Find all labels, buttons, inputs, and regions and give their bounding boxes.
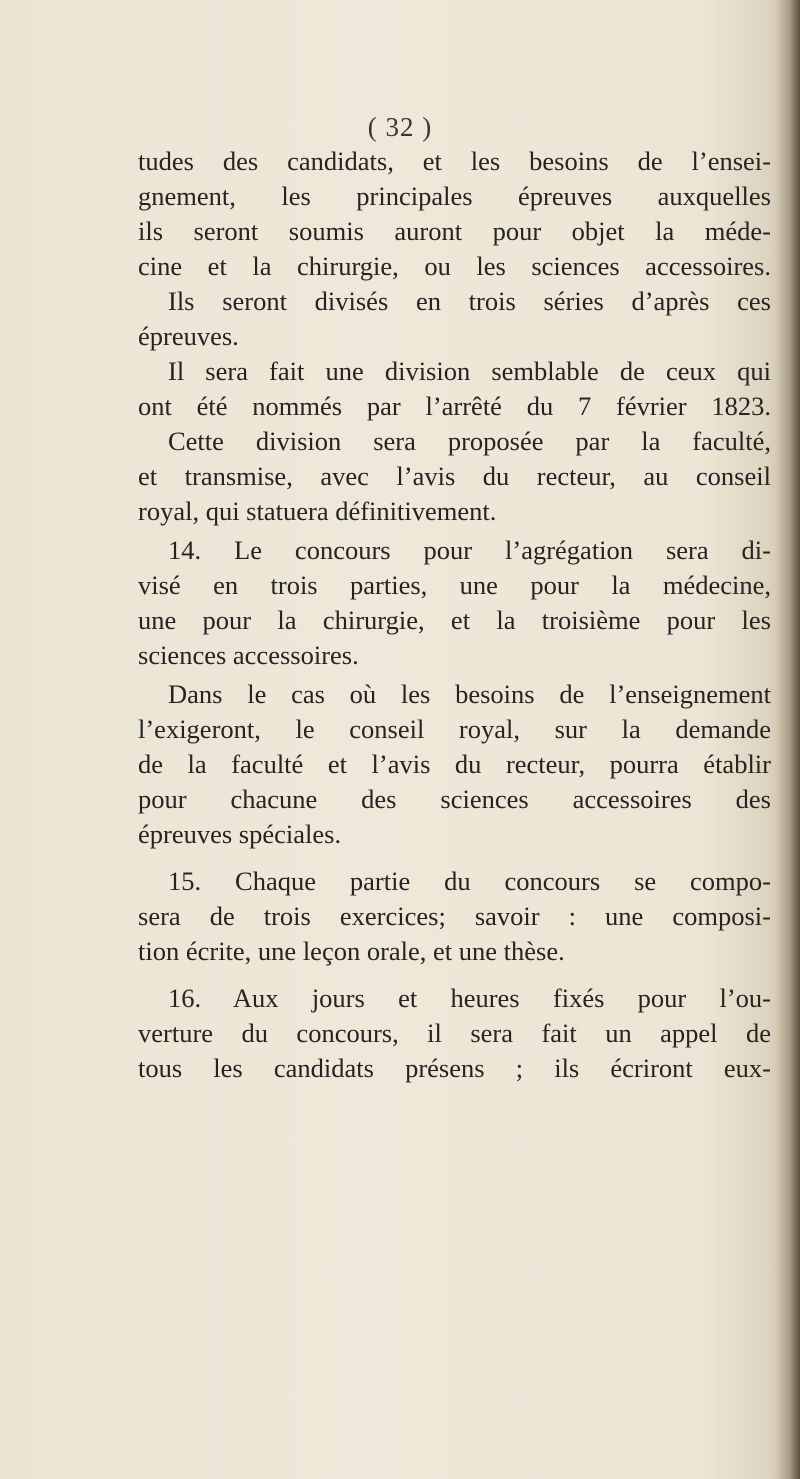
text-line: épreuves. xyxy=(138,321,239,351)
text-line: et transmise, avec l’avis du recteur, au conseil xyxy=(138,461,771,491)
text-line: 15. Chaque partie du concours se compo- xyxy=(168,866,771,896)
text-line: ils seront soumis auront pour objet la méde- xyxy=(138,216,771,246)
page-gutter-shadow xyxy=(776,0,800,1479)
text-line: une pour la chirurgie, et la troisième pour les xyxy=(138,605,771,635)
text-line: Il sera fait une division semblable de ceux qui xyxy=(168,356,771,386)
text-line: l’exigeront, le conseil royal, sur la demande xyxy=(138,714,771,744)
text-line: 14. Le concours pour l’agrégation sera di- xyxy=(168,535,771,565)
text-line: tion écrite, une leçon orale, et une thèse. xyxy=(138,936,565,966)
text-line: 16. Aux jours et heures fixés pour l’ou- xyxy=(168,983,771,1013)
text-line: royal, qui statuera définitivement. xyxy=(138,496,497,526)
text-line: pour chacune des sciences accessoires des xyxy=(138,784,771,814)
text-line: sciences accessoires. xyxy=(138,640,359,670)
text-line: sera de trois exercices; savoir : une composi- xyxy=(138,901,771,931)
text-line: cine et la chirurgie, ou les sciences accessoires. xyxy=(138,251,771,281)
text-line: épreuves spéciales. xyxy=(138,819,342,849)
text-line: verture du concours, il sera fait un appel de xyxy=(138,1018,771,1048)
text-line: de la faculté et l’avis du recteur, pourra établir xyxy=(138,749,771,779)
body-text xyxy=(138,144,771,1086)
text-line: tous les candidats présens ; ils écriront eux- xyxy=(138,1053,771,1083)
text-line: Ils seront divisés en trois séries d’après ces xyxy=(168,286,771,316)
text-line: ont été nommés par l’arrêté du 7 février 1823. xyxy=(138,391,771,421)
text-line: gnement, les principales épreuves auxquelles xyxy=(138,181,771,211)
text-line: Dans le cas où les besoins de l’enseignement xyxy=(168,679,771,709)
text-line: Cette division sera proposée par la faculté, xyxy=(168,426,771,456)
text-line: visé en trois parties, une pour la médecine, xyxy=(138,570,771,600)
page-number: ( 32 ) xyxy=(367,112,433,142)
text-line: tudes des candidats, et les besoins de l’ensei- xyxy=(138,146,771,176)
